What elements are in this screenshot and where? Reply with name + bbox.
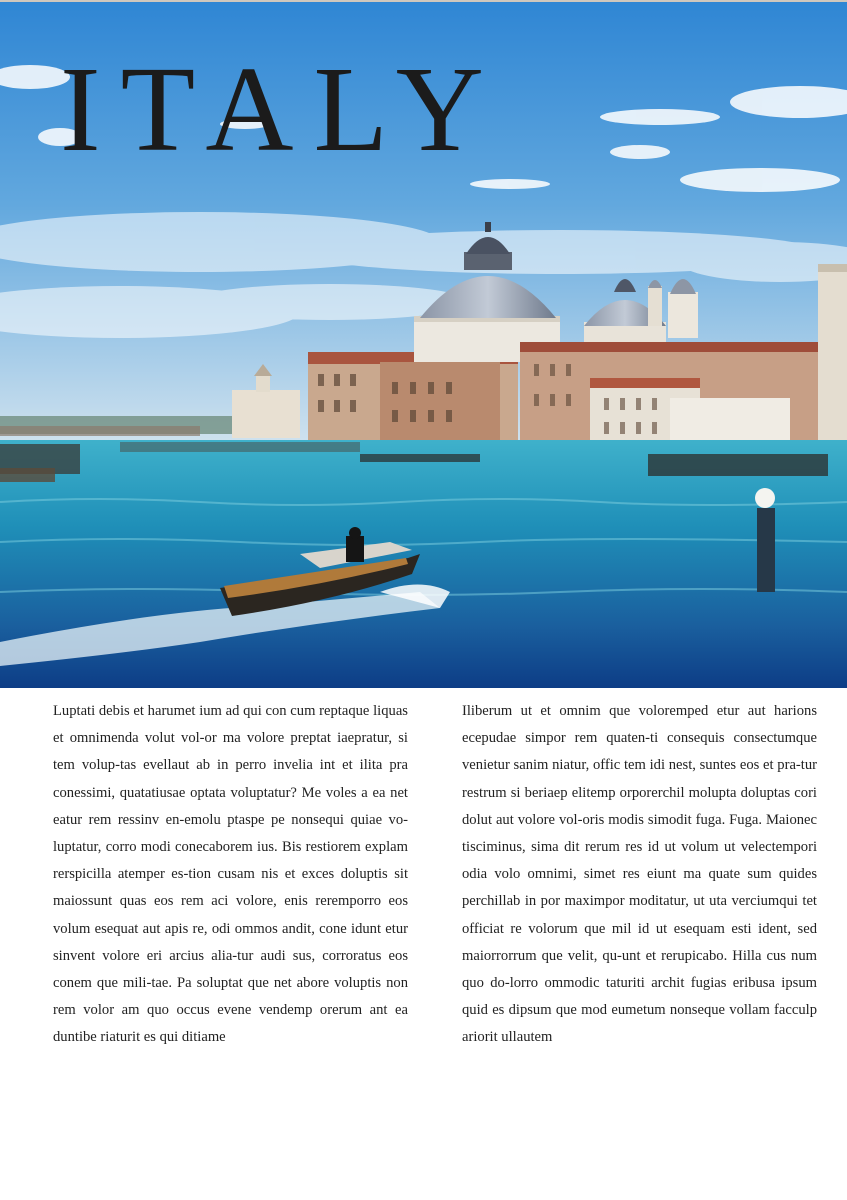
body-columns [53, 698, 817, 1168]
column-left [53, 698, 408, 1052]
column-left-paragraph: Luptati debis et harumet ium ad qui con cum reptaque liquas et omnimenda volut vol-or ma volore preptat iaepratur, si tem volup-tas evellaut ab in perro invelia int et ilita pra conessimi, quatatiusae optata voluptatur? Me voles a ea net eatur rem ressinv en-emolu ptaspe pe nonsequi quiae vo-luptatur, corro modi conecaborem ius. Bis restiorem explam rerspicilla atemper es-tion cusam nis et exces doluptis sit maiossunt quas eos rem aci volore, enis reremporro eos volum esequat aut apis re, odi ommos andit, cone idunt etur sinvent volore eri arcius alia-tur audi sus, corroratus eos conem que mili-tae. Pa soluptat que net abore voluptis non rem volor am quo occus evene vendemp orerum ant ea duntibe riaturit es qui ditiame [53, 703, 408, 1046]
page-title [0, 40, 847, 180]
column-right-paragraph: Iliberum ut et omnim que voloremped etur aut harions ecepudae simpor rem quaten-ti consequis consectumque venietur sanim niatur, offic tem idi nest, suntes eos et pra-tur restrum si beriaep elitemp orporerchil molupta doluptas cori dolut aut volore vol-oris modis simodit fuga. Fuga. Maionec tisciminus, sima dit rerum res id ut volum ut velectempori odia volo omnimi, simet res eiunt ma quate sum quides perchillab in por maximpor moditatur, ut uta verciumqui tet officiat re volorum que mil id ut esequam esti ident, sed maiorrorrum que velit, qu-unt et rerupicabo. Hilla cus num quo do-lorro ommodic taturiti archit fugias eribusa ipsum quid es dipsum que mod eumetum nonseque vollam facculp ariorit ullautem [462, 703, 817, 1046]
column-right [462, 698, 817, 1052]
page-title-text: ITALY [60, 42, 504, 177]
